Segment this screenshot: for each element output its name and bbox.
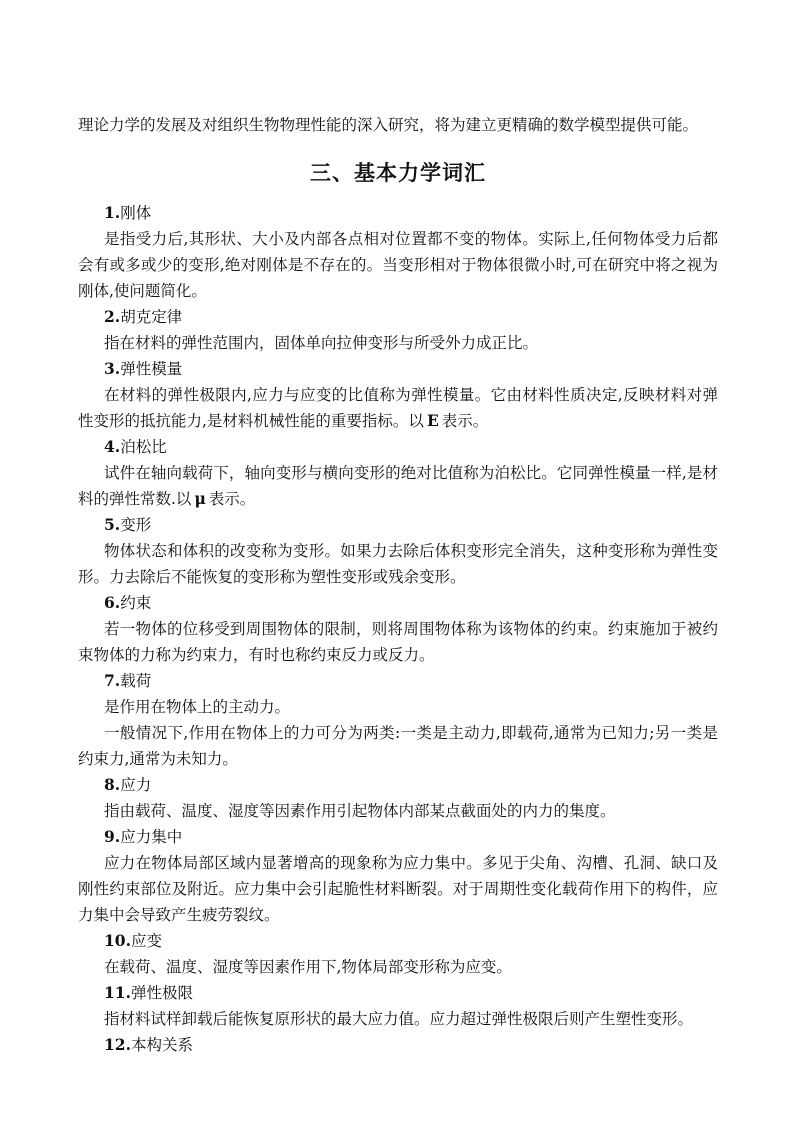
term-definition: 是作用在物体上的主动力。	[104, 698, 291, 716]
document-page	[78, 112, 718, 1058]
term-title: 刚体	[120, 204, 152, 222]
term-definition: 指材料试样卸载后能恢复原形状的最大应力值。应力超过弹性极限后则产生塑性变形。	[104, 1010, 694, 1028]
term-title: 载荷	[120, 672, 152, 690]
term-definition: 是指受力后,其形状、大小及内部各点相对位置都不变的物体。实际上,任何物体受力后都会有或多或少的变形,绝对刚体是不存在的。当变形相对于物体很微小时,可在研究中将之视为刚体,使问题简化。	[78, 230, 718, 300]
term-item	[78, 772, 718, 824]
term-heading	[78, 512, 718, 538]
term-number: 10.	[104, 931, 131, 950]
term-definition: 一般情况下,作用在物体上的力可分为两类:一类是主动力,即载荷,通常为已知力;另一类是约束力,通常为未知力。	[78, 724, 718, 768]
term-heading	[78, 1032, 718, 1058]
term-title: 本构关系	[130, 1036, 193, 1054]
term-heading	[78, 668, 718, 694]
term-item	[78, 304, 718, 356]
symbol-mu: μ	[194, 489, 206, 508]
term-definition: 应力在物体局部区域内显著增高的现象称为应力集中。多见于尖角、沟槽、孔洞、缺口及刚性约束部位及附近。应力集中会引起脆性材料断裂。对于周期性变化载荷作用下的构件，应力集中会导致产生疲劳裂纹。	[78, 854, 718, 924]
term-definition: 指由载荷、温度、湿度等因素作用引起物体内部某点截面处的内力的集度。	[104, 802, 616, 820]
term-number: 3.	[104, 359, 121, 378]
term-heading	[78, 824, 718, 850]
term-item	[78, 512, 718, 590]
term-item	[78, 980, 718, 1032]
term-title: 弹性模量	[120, 360, 183, 378]
term-item	[78, 928, 718, 980]
term-number: 11.	[104, 983, 131, 1002]
term-number: 5.	[104, 515, 121, 534]
term-item	[78, 590, 718, 668]
term-title: 应变	[130, 932, 162, 950]
term-item	[78, 668, 718, 772]
term-heading	[78, 434, 718, 460]
term-heading	[78, 304, 718, 330]
term-heading	[78, 928, 718, 954]
definition-text: 表示。	[208, 490, 256, 508]
term-number: 12.	[104, 1035, 131, 1054]
term-number: 7.	[104, 671, 121, 690]
term-heading	[78, 200, 718, 226]
definition-text: 试件在轴向载荷下，轴向变形与横向变形的绝对比值称为泊松比。它同弹性模量一样,是材料的弹性常数.以	[78, 464, 718, 508]
term-heading	[78, 356, 718, 382]
term-title: 约束	[120, 594, 152, 612]
section-title: 三、基本力学词汇	[310, 160, 486, 185]
term-number: 9.	[104, 827, 121, 846]
term-item	[78, 824, 718, 928]
term-title: 变形	[120, 516, 152, 534]
term-title: 应力集中	[120, 828, 183, 846]
symbol-e: E	[426, 411, 439, 430]
definition-text: 表示。	[441, 412, 489, 430]
term-item	[78, 356, 718, 434]
term-item	[78, 434, 718, 512]
term-definition	[78, 382, 718, 434]
term-definition	[78, 460, 718, 512]
term-title: 应力	[120, 776, 152, 794]
term-title: 泊松比	[120, 438, 167, 456]
term-heading	[78, 980, 718, 1006]
term-number: 2.	[104, 307, 121, 326]
term-number: 1.	[104, 203, 121, 222]
term-item	[78, 1032, 718, 1058]
intro-paragraph: 理论力学的发展及对组织生物物理性能的深入研究，将为建立更精确的数学模型提供可能。	[78, 116, 699, 134]
term-item	[78, 200, 718, 304]
term-title: 胡克定律	[120, 308, 183, 326]
definition-text: 在材料的弹性极限内,应力与应变的比值称为弹性模量。它由材料性质决定,反映材料对弹性变形的抵抗能力,是材料机械性能的重要指标。以	[78, 386, 718, 430]
term-definition: 若一物体的位移受到周围物体的限制，则将周围物体称为该物体的约束。约束施加于被约束物体的力称为约束力，有时也称约束反力或反力。	[78, 620, 718, 664]
term-heading	[78, 590, 718, 616]
term-title: 弹性极限	[130, 984, 193, 1002]
term-definition: 指在材料的弹性范围内，固体单向拉伸变形与所受外力成正比。	[104, 334, 539, 352]
term-number: 8.	[104, 775, 121, 794]
term-definition: 在载荷、温度、湿度等因素作用下,物体局部变形称为应变。	[104, 958, 512, 976]
term-heading	[78, 772, 718, 798]
term-number: 4.	[104, 437, 121, 456]
term-number: 6.	[104, 593, 121, 612]
term-definition: 物体状态和体积的改变称为变形。如果力去除后体积变形完全消失，这种变形称为弹性变形。力去除后不能恢复的变形称为塑性变形或残余变形。	[78, 542, 718, 586]
